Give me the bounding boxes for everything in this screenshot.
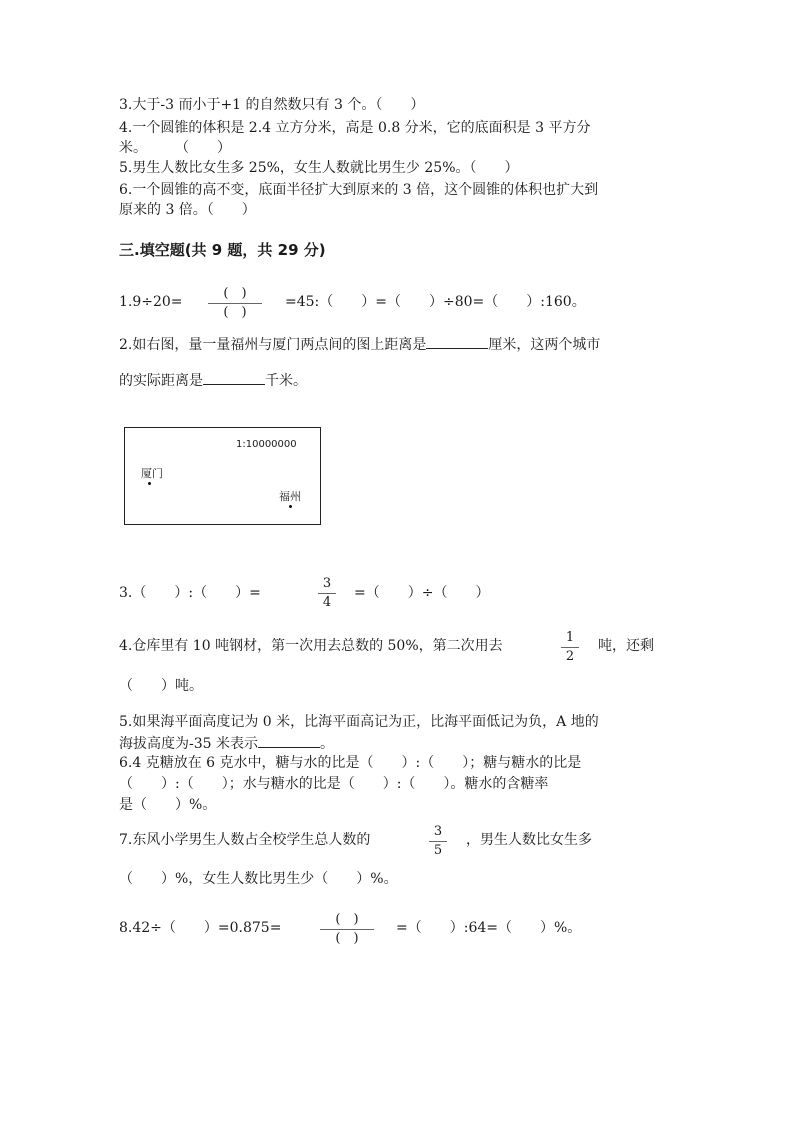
fill-q3-end: =（ ）÷（ ） (354, 585, 490, 601)
fill-q5-text-b: 。 (320, 736, 334, 752)
fill-q2-text-d: 千米。 (265, 373, 307, 389)
fill-q7-line2: （ ）%，女生人数比男生少（ ）%。 (119, 871, 398, 887)
fill-q2-line1 (119, 333, 600, 355)
answer-blank[interactable] (426, 333, 488, 349)
map-scale: 1:10000000 (236, 439, 297, 450)
fill-q5-text-a: 海拔高度为-35 米表示 (119, 736, 258, 752)
fill-q5-line1: 5.如果海平面高度记为 0 米，比海平面高记为正，比海平面低记为负，A 地的 (119, 714, 599, 730)
fraction-denominator: 4 (322, 595, 332, 610)
fill-q1-fraction (208, 286, 262, 321)
fill-q1-start: 1.9÷20= (119, 294, 183, 310)
fill-q1-end: =45:（ ）=（ ）÷80=（ ）:160。 (285, 294, 586, 310)
fraction-denominator: 2 (565, 649, 575, 664)
fill-q2-text-a: 2.如右图，量一量福州与厦门两点间的图上距离是 (119, 337, 427, 353)
fill-q6-line3: 是（ ）%。 (119, 797, 217, 813)
map-dot-fuzhou (289, 505, 292, 508)
fraction-numerator: 3 (322, 576, 332, 591)
fill-q7-fraction (429, 824, 447, 859)
section-heading: 三.填空题(共 9 题，共 29 分) (119, 241, 326, 259)
fill-q5-line2 (119, 732, 334, 754)
fraction-denominator: ( ) (223, 305, 247, 320)
map-figure (124, 427, 321, 525)
fill-q8-start: 8.42÷（ ）=0.875= (119, 920, 282, 936)
map-dot-xiamen (148, 482, 151, 485)
fill-q4-line1-end: 吨，还剩 (598, 638, 654, 654)
map-label-fuzhou: 福州 (279, 490, 301, 503)
fraction-denominator: ( ) (335, 931, 359, 946)
judgement-q4-line1: 4.一个圆锥的体积是 2.4 立方分米，高是 0.8 分米，它的底面积是 3 平方分 (119, 120, 591, 136)
fill-q7-line1-end: ，男生人数比女生多 (466, 832, 592, 848)
fill-q8-fraction (320, 912, 374, 947)
fill-q8-end: =（ ）:64=（ ）%。 (396, 920, 582, 936)
map-label-xiamen: 厦门 (141, 467, 163, 480)
fraction-denominator: 5 (433, 843, 443, 858)
fill-q6-line1: 6.4 克糖放在 6 克水中，糖与水的比是（ ）:（ ）；糖与糖水的比是 (119, 755, 582, 771)
fill-q4-line1: 4.仓库里有 10 吨钢材，第一次用去总数的 50%，第二次用去 (119, 638, 503, 654)
fill-q4-line2: （ ）吨。 (119, 678, 203, 694)
fill-q3-fraction (318, 576, 336, 611)
fill-q4-fraction (561, 630, 579, 665)
fill-q2-text-b: 厘米，这两个城市 (488, 337, 601, 353)
answer-blank[interactable] (203, 369, 265, 385)
fraction-numerator: ( ) (335, 912, 359, 927)
fraction-numerator: ( ) (223, 286, 247, 301)
answer-blank[interactable] (258, 732, 320, 748)
fraction-numerator: 3 (433, 824, 443, 839)
judgement-q3: 3.大于-3 而小于+1 的自然数只有 3 个。（ ） (119, 97, 425, 113)
fill-q2-line2 (119, 369, 307, 391)
judgement-q6-line1: 6.一个圆锥的高不变，底面半径扩大到原来的 3 倍，这个圆锥的体积也扩大到 (119, 182, 599, 198)
fill-q6-line2: （ ）:（ ）；水与糖水的比是（ ）:（ ）。糖水的含糖率 (119, 776, 549, 792)
judgement-q5: 5.男生人数比女生多 25%，女生人数就比男生少 25%。（ ） (119, 160, 519, 176)
judgement-q6-line2: 原来的 3 倍。（ ） (119, 202, 256, 218)
fill-q7-line1: 7.东风小学男生人数占全校学生总人数的 (119, 832, 371, 848)
judgement-q4-line2: 米。 （ ） (119, 140, 231, 156)
fill-q2-text-c: 的实际距离是 (119, 373, 203, 389)
fill-q3-start: 3.（ ）:（ ）= (119, 585, 261, 601)
fraction-numerator: 1 (565, 630, 575, 645)
